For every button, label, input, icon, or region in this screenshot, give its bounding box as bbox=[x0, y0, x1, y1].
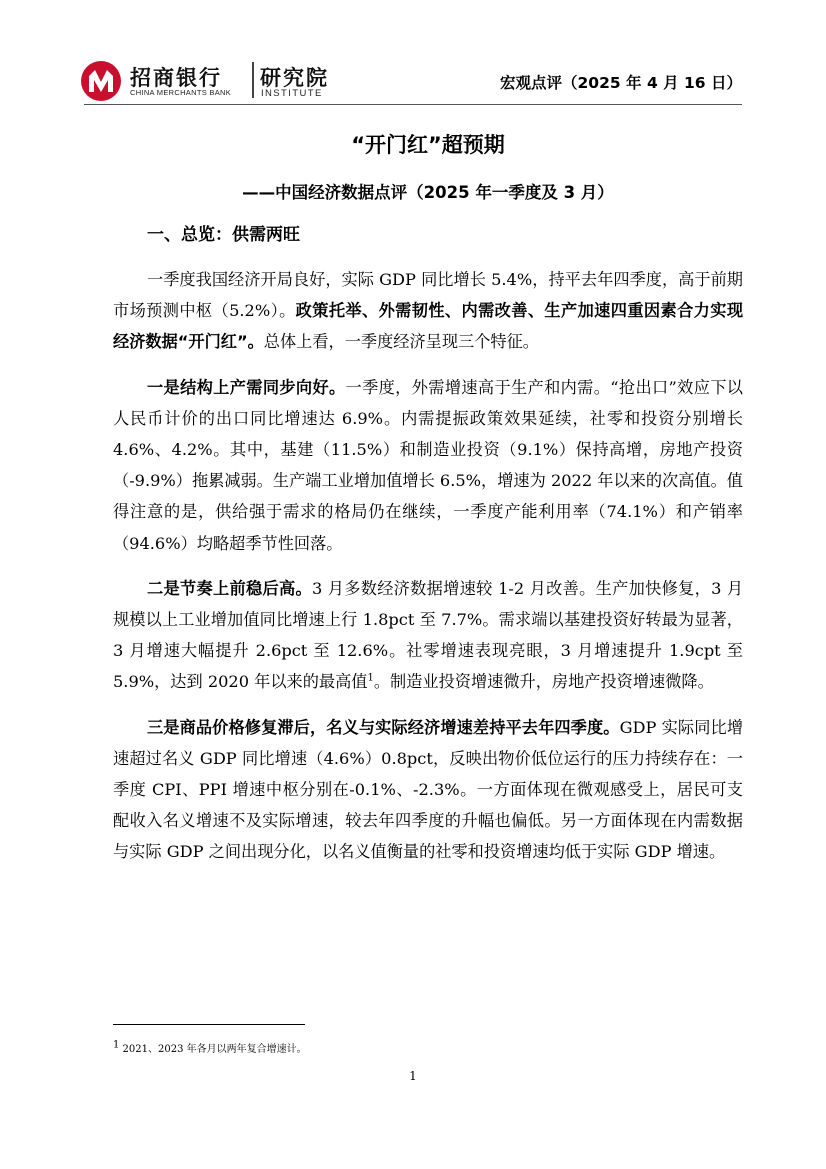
header-rule bbox=[84, 104, 742, 105]
footnote-text: 2021、2023 年各月以两年复合增速计。 bbox=[119, 1044, 307, 1055]
logo-cn-text: 招商银行 bbox=[130, 66, 222, 90]
p4-bold: 三是商品价格修复滞后，名义与实际经济增速差持平去年四季度。 bbox=[147, 717, 620, 737]
doc-subtitle: ——中国经济数据点评（2025 年一季度及 3 月） bbox=[242, 183, 614, 202]
p3-text-end: 。制造业投资增速微升，房地产投资增速微降。 bbox=[373, 672, 714, 692]
page-header bbox=[0, 0, 826, 110]
p1-text-end: 总体上看，一季度经济呈现三个特征。 bbox=[263, 332, 539, 352]
footnote-mark: 1 bbox=[113, 1039, 120, 1051]
paragraph-overview bbox=[113, 264, 743, 358]
p3-text: 3 月多数经济数据增速较 1-2 月改善。生产加快修复，3 月规模以上工业增加值同比增速上行 1.8pct 至 7.7%。需求端以基建投资好转最为显著，3 月增速大幅提升 2.6pct 至 12.6%。社零增速表现亮眼，3 月增速提升 1.9cpt 至 5.9%，达到 2020 年以来的最高值 bbox=[113, 578, 744, 692]
institute-cn-text: 研究院 bbox=[260, 66, 329, 90]
institute-en-text: INSTITUTE bbox=[261, 88, 323, 99]
paragraph-prices bbox=[113, 712, 743, 868]
logo-en-text: CHINA MERCHANTS BANK bbox=[130, 88, 232, 97]
page-number: 1 bbox=[409, 1069, 417, 1083]
footnote-ref[interactable]: 1 bbox=[367, 673, 374, 685]
logo-divider bbox=[252, 62, 254, 98]
paragraph-structure bbox=[113, 372, 743, 559]
bank-logo bbox=[80, 60, 340, 102]
report-tag: 宏观点评（2025 年 4 月 16 日） bbox=[500, 74, 742, 92]
paragraph-rhythm bbox=[113, 573, 743, 698]
p4-text: GDP 实际同比增速超过名义 GDP 同比增速（4.6%）0.8pct，反映出物价低位运行的压力持续存在：一季度 CPI、PPI 增速中枢分别在-0.1%、-2.3%。一方面体现在微观感受上，居民可支配收入名义增速不及实际增速，较去年四季度的升幅也偏低。另一方面体现在内需数据与实际 GDP 之间出现分化，以名义值衡量的社零和投资增速均低于实际 GDP 增速。 bbox=[113, 717, 744, 862]
footnote bbox=[113, 1040, 307, 1055]
doc-title: “开门红”超预期 bbox=[351, 133, 505, 157]
cmb-logo-icon bbox=[80, 60, 122, 102]
document-body bbox=[113, 118, 743, 868]
p1-text: 一季度我国经济开局良好，实际 GDP 同比增长 5.4%，持平去年四季度，高于前期市场预测中枢（5.2%）。 bbox=[113, 270, 743, 321]
footnote-divider bbox=[113, 1024, 305, 1025]
p2-text: 一季度，外需增速高于生产和内需。“抢出口”效应下以人民币计价的出口同比增速达 6.9%。内需提振政策效果延续，社零和投资分别增长 4.6%、4.2%。其中，基建（11.5%）和制造业投资（9.1%）保持高增，房地产投资（-9.9%）拖累减弱。生产端工业增加值增长 6.5%，增速为 2022 年以来的次高值。值得注意的是，供给强于需求的格局仍在继续，一季度产能利用率（74.1%）和产销率（94.6%）均略超季节性回落。 bbox=[113, 377, 743, 553]
p2-bold: 一是结构上产需同步向好。 bbox=[147, 377, 346, 397]
p1-bold: 政策托举、外需韧性、内需改善、生产加速四重因素合力实现经济数据“开门红”。 bbox=[113, 301, 744, 352]
section-heading: 一、总览：供需两旺 bbox=[147, 225, 300, 245]
p3-bold: 二是节奏上前稳后高。 bbox=[147, 578, 312, 598]
